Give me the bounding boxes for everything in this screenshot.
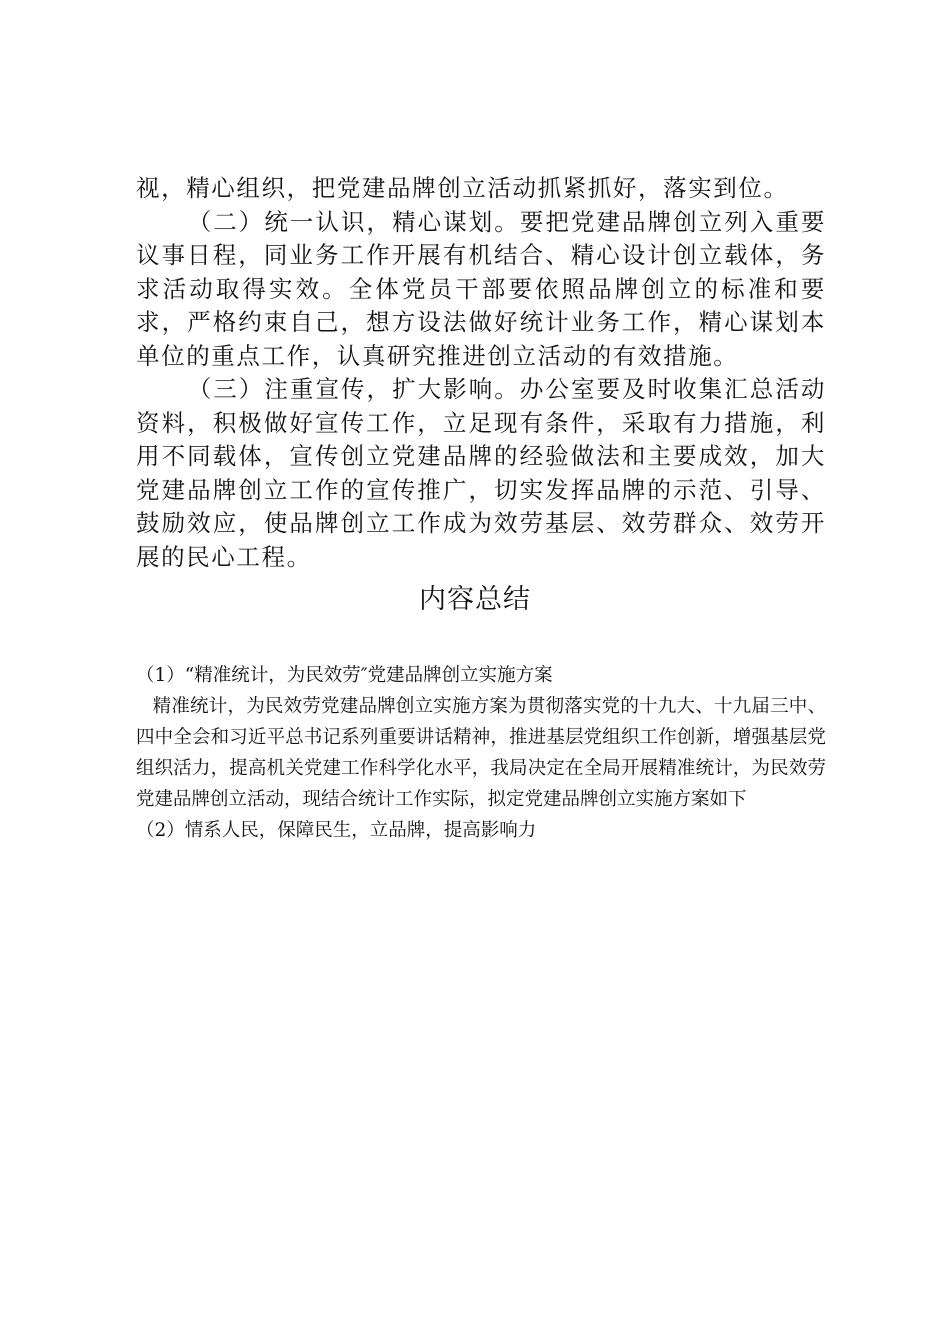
body-text: [136, 172, 826, 574]
summary-section: [136, 660, 826, 846]
summary-title: 内容总结: [419, 584, 531, 615]
paragraph-continuation: 视，精心组织，把党建品牌创立活动抓紧抓好，落实到位。: [136, 174, 789, 202]
paragraph-unify-understanding: （二）统一认识，精心谋划。要把党建品牌创立列入重要议事日程，同业务工作开展有机结合、精心设计创立载体，务求活动取得实效。全体党员干部要依照品牌创立的标准和要求，严格约束自己，想方设法做好统计业务工作，精心谋划本单位的重点工作，认真研究推进创立活动的有效措施。: [136, 207, 826, 370]
paragraph-publicity: （三）注重宣传，扩大影响。办公室要及时收集汇总活动资料，积极做好宣传工作，立足现有条件，采取有力措施，利用不同载体，宣传创立党建品牌的经验做法和主要成效，加大党建品牌创立工作的宣传推广，切实发挥品牌的示范、引导、鼓励效应，使品牌创立工作成为效劳基层、效劳群众、效劳开展的民心工程。: [136, 375, 826, 571]
summary-item-1-heading: （1）“精准统计，为民效劳″党建品牌创立实施方案: [136, 665, 553, 686]
summary-item-2-heading: （2）情系人民，保障民生，立品牌，提高影响力: [136, 820, 537, 841]
summary-item-1-text: 精准统计，为民效劳党建品牌创立实施方案为贯彻落实党的十九大、十九届三中、四中全会和习近平总书记系列重要讲话精神，推进基层党组织工作创新，增强基层党组织活力，提高机关党建工作科学化水平，我局决定在全局开展精准统计，为民效劳党建品牌创立活动，现结合统计工作实际，拟定党建品牌创立实施方案如下: [136, 696, 826, 810]
